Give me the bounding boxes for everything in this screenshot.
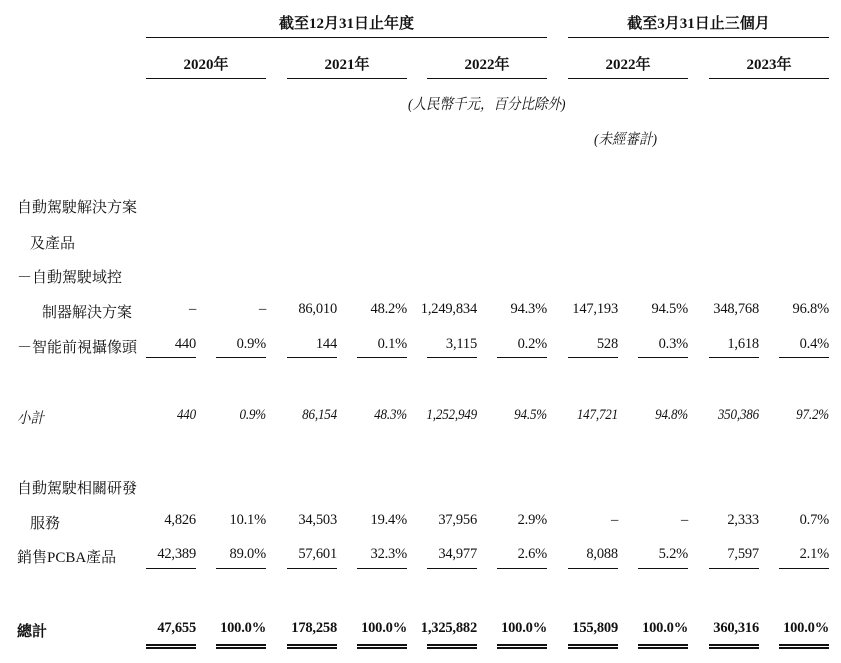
cell-pcba-c1: 89.0% [229, 546, 266, 562]
cell-domain-controller-c0: – [188, 301, 196, 317]
cell-front-camera-c8: 1,618 [727, 336, 759, 352]
total-double-rule-c6 [568, 644, 618, 649]
cell-pcba-c6: 8,088 [586, 546, 618, 562]
cell-front-camera-c6: 528 [596, 336, 618, 352]
header-group-december-rule [146, 37, 547, 38]
total-double-rule-c0 [146, 644, 196, 649]
total-double-rule-c7 [638, 644, 688, 649]
cell-front-camera-c9: 0.4% [799, 336, 829, 352]
year-header-2021: 2021年 [324, 57, 370, 73]
cell-domain-controller-c5: 94.3% [510, 301, 547, 317]
rule-pcba-c9 [779, 568, 829, 569]
cell-front-camera-c0: 440 [174, 336, 196, 352]
cell-rd-services-c3: 19.4% [370, 512, 407, 528]
cell-rd-services-c0: 4,826 [164, 512, 196, 528]
row-label-domain-controller: －自動駕駛域控 [17, 270, 123, 286]
cell-pcba-c8: 7,597 [727, 546, 759, 562]
cell-domain-controller-c9: 96.8% [792, 301, 829, 317]
cell-front-camera-c3: 0.1% [377, 336, 407, 352]
unaudited-note: (未經審計) [594, 132, 657, 148]
row-label-domain-controller-cont: 制器解決方案 [42, 305, 133, 321]
cell-subtotal-c2: 86,154 [302, 407, 337, 423]
cell-pcba-c0: 42,389 [157, 546, 196, 562]
cell-domain-controller-c4: 1,249,834 [420, 301, 477, 317]
cell-domain-controller-c2: 86,010 [298, 301, 337, 317]
cell-total-c1: 100.0% [220, 620, 266, 636]
rule-camera-c2 [287, 357, 337, 358]
rule-pcba-c2 [287, 568, 337, 569]
cell-pcba-c9: 2.1% [799, 546, 829, 562]
cell-subtotal-c4: 1,252,949 [426, 407, 477, 423]
header-group-march: 截至3月31日止三個月 [627, 16, 770, 32]
cell-domain-controller-c6: 147,193 [572, 301, 618, 317]
cell-total-c5: 100.0% [501, 620, 547, 636]
row-label-front-camera: －智能前視攝像頭 [17, 340, 138, 356]
rule-pcba-c5 [497, 568, 547, 569]
cell-pcba-c2: 57,601 [298, 546, 337, 562]
cell-pcba-c3: 32.3% [370, 546, 407, 562]
rule-camera-c4 [427, 357, 477, 358]
cell-front-camera-c2: 144 [315, 336, 337, 352]
header-group-march-rule [568, 37, 829, 38]
rule-camera-c8 [709, 357, 759, 358]
cell-total-c3: 100.0% [361, 620, 407, 636]
cell-rd-services-c1: 10.1% [229, 512, 266, 528]
header-group-december: 截至12月31日止年度 [278, 16, 414, 32]
row-label-rd-services: 自動駕駛相關研發 [17, 481, 138, 497]
row-label-rd-services-cont: 服務 [30, 516, 61, 532]
cell-rd-services-c4: 37,956 [438, 512, 477, 528]
total-double-rule-c9 [779, 644, 829, 649]
cell-subtotal-c1: 0.9% [239, 407, 266, 423]
year-header-2022-quarter: 2022年 [605, 57, 651, 73]
cell-total-c8: 360,316 [713, 620, 759, 636]
cell-total-c2: 178,258 [291, 620, 337, 636]
total-double-rule-c1 [216, 644, 266, 649]
units-note: (人民幣千元，百分比除外) [408, 97, 566, 113]
rule-camera-c9 [779, 357, 829, 358]
cell-front-camera-c7: 0.3% [658, 336, 688, 352]
rule-pcba-c6 [568, 568, 618, 569]
rule-camera-c6 [568, 357, 618, 358]
rule-camera-c5 [497, 357, 547, 358]
cell-subtotal-c6: 147,721 [576, 407, 618, 423]
rule-pcba-c7 [638, 568, 688, 569]
row-label-subtotal: 小計 [17, 411, 45, 427]
rule-pcba-c4 [427, 568, 477, 569]
cell-domain-controller-c8: 348,768 [713, 301, 759, 317]
year-header-2022-annual: 2022年 [464, 57, 510, 73]
row-label-pcba: 銷售PCBA產品 [17, 550, 117, 566]
cell-domain-controller-c1: – [258, 301, 266, 317]
year-header-2023-quarter: 2023年 [746, 57, 792, 73]
row-label-ad-solutions: 自動駕駛解決方案 [17, 200, 138, 216]
cell-rd-services-c2: 34,503 [298, 512, 337, 528]
cell-domain-controller-c3: 48.2% [370, 301, 407, 317]
cell-total-c9: 100.0% [783, 620, 829, 636]
rule-camera-c7 [638, 357, 688, 358]
cell-subtotal-c7: 94.8% [655, 407, 688, 423]
year-rule-2022-annual [427, 78, 547, 79]
rule-pcba-c0 [146, 568, 196, 569]
cell-subtotal-c3: 48.3% [374, 407, 407, 423]
cell-front-camera-c5: 0.2% [517, 336, 547, 352]
cell-rd-services-c9: 0.7% [799, 512, 829, 528]
cell-total-c7: 100.0% [642, 620, 688, 636]
rule-camera-c0 [146, 357, 196, 358]
rule-pcba-c3 [357, 568, 407, 569]
total-double-rule-c2 [287, 644, 337, 649]
cell-rd-services-c8: 2,333 [727, 512, 759, 528]
total-double-rule-c4 [427, 644, 477, 649]
total-double-rule-c8 [709, 644, 759, 649]
cell-total-c6: 155,809 [572, 620, 618, 636]
row-label-total: 總計 [17, 624, 48, 640]
year-rule-2020 [146, 78, 266, 79]
cell-pcba-c7: 5.2% [658, 546, 688, 562]
cell-domain-controller-c7: 94.5% [651, 301, 688, 317]
cell-subtotal-c9: 97.2% [796, 407, 829, 423]
rule-pcba-c1 [216, 568, 266, 569]
total-double-rule-c3 [357, 644, 407, 649]
total-double-rule-c5 [497, 644, 547, 649]
year-rule-2021 [287, 78, 407, 79]
cell-rd-services-c7: – [680, 512, 688, 528]
row-label-ad-solutions-cont: 及產品 [30, 236, 76, 252]
year-header-2020: 2020年 [183, 57, 229, 73]
cell-subtotal-c0: 440 [176, 407, 196, 423]
cell-total-c4: 1,325,882 [420, 620, 477, 636]
cell-pcba-c5: 2.6% [517, 546, 547, 562]
cell-pcba-c4: 34,977 [438, 546, 477, 562]
cell-rd-services-c6: – [610, 512, 618, 528]
rule-pcba-c8 [709, 568, 759, 569]
cell-subtotal-c8: 350,386 [717, 407, 759, 423]
cell-subtotal-c5: 94.5% [514, 407, 547, 423]
cell-rd-services-c5: 2.9% [517, 512, 547, 528]
year-rule-2022-quarter [568, 78, 688, 79]
rule-camera-c3 [357, 357, 407, 358]
cell-total-c0: 47,655 [157, 620, 196, 636]
year-rule-2023-quarter [709, 78, 829, 79]
cell-front-camera-c1: 0.9% [236, 336, 266, 352]
rule-camera-c1 [216, 357, 266, 358]
cell-front-camera-c4: 3,115 [445, 336, 477, 352]
